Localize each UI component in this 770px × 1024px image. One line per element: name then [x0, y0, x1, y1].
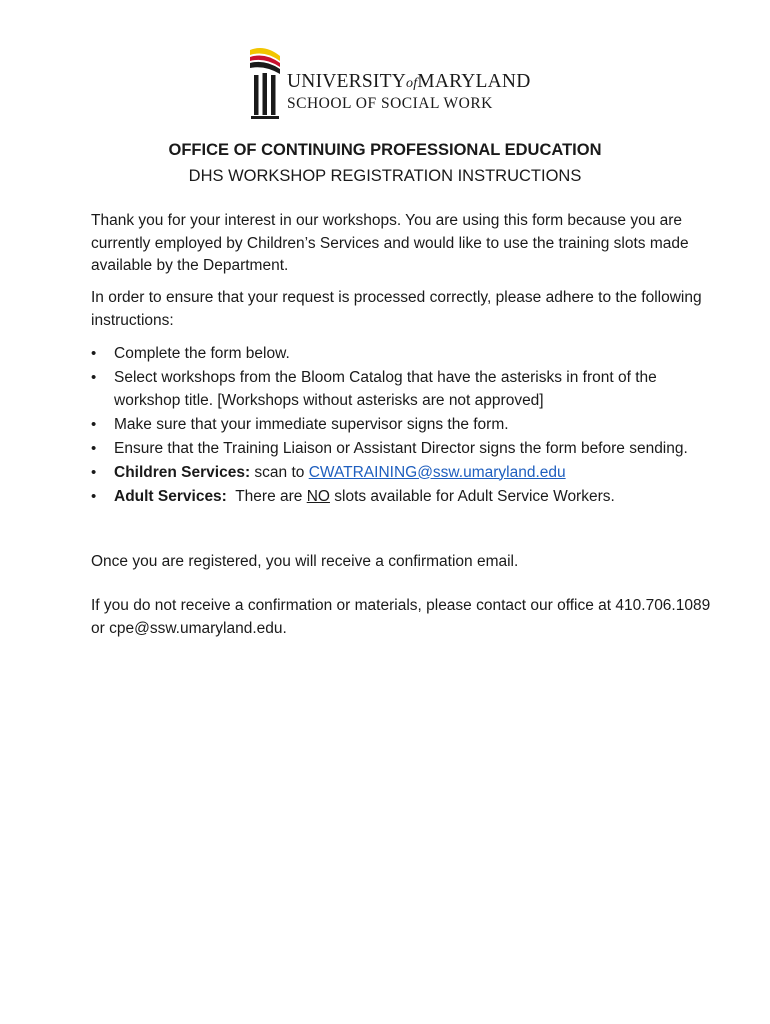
- no-emphasis: NO: [306, 487, 330, 505]
- office-title: OFFICE OF CONTINUING PROFESSIONAL EDUCATION: [168, 141, 602, 159]
- children-services-label: Children Services:: [114, 463, 251, 481]
- university-logo: [248, 46, 538, 122]
- list-item: • Make sure that your immediate supervisor signs the form.: [91, 414, 711, 437]
- document-subtitle: DHS WORKSHOP REGISTRATION INSTRUCTIONS: [188, 167, 582, 185]
- instructions-lead: In order to ensure that your request is processed correctly, please adhere to the following instructions:: [91, 289, 702, 329]
- list-item: • Complete the form below.: [91, 343, 711, 366]
- logo-line-1: UNIVERSITYofMARYLAND: [287, 71, 531, 92]
- instruction-list: [91, 343, 711, 510]
- university-seal-icon: [248, 46, 282, 122]
- confirmation-note: Once you are registered, you will receive a confirmation email.: [91, 553, 519, 570]
- logo-line-2: SCHOOL OF SOCIAL WORK: [287, 95, 493, 112]
- intro-paragraph: Thank you for your interest in our workshops. You are using this form because you are currently employed by Children’s Services and would like to use the training slots made available by the Department.: [91, 212, 689, 274]
- contact-note: If you do not receive a confirmation or materials, please contact our office at 410.706.1089 or cpe@ssw.umaryland.edu.: [91, 597, 711, 637]
- list-item: • Ensure that the Training Liaison or Assistant Director signs the form before sending.: [91, 438, 711, 461]
- adult-services-label: Adult Services:: [114, 487, 227, 505]
- logo-wordmark: [287, 71, 531, 113]
- cwatraining-email-link[interactable]: CWATRAINING@ssw.umaryland.edu: [308, 463, 566, 481]
- list-item-children-services: • Children Services: scan to CWATRAINING@ssw.umaryland.edu: [91, 462, 711, 485]
- list-item-adult-services: • Adult Services: There are NO slots available for Adult Service Workers.: [91, 486, 711, 509]
- list-item: • Select workshops from the Bloom Catalog that have the asterisks in front of the workshop title. [Workshops without asterisks are not approved]: [91, 367, 711, 412]
